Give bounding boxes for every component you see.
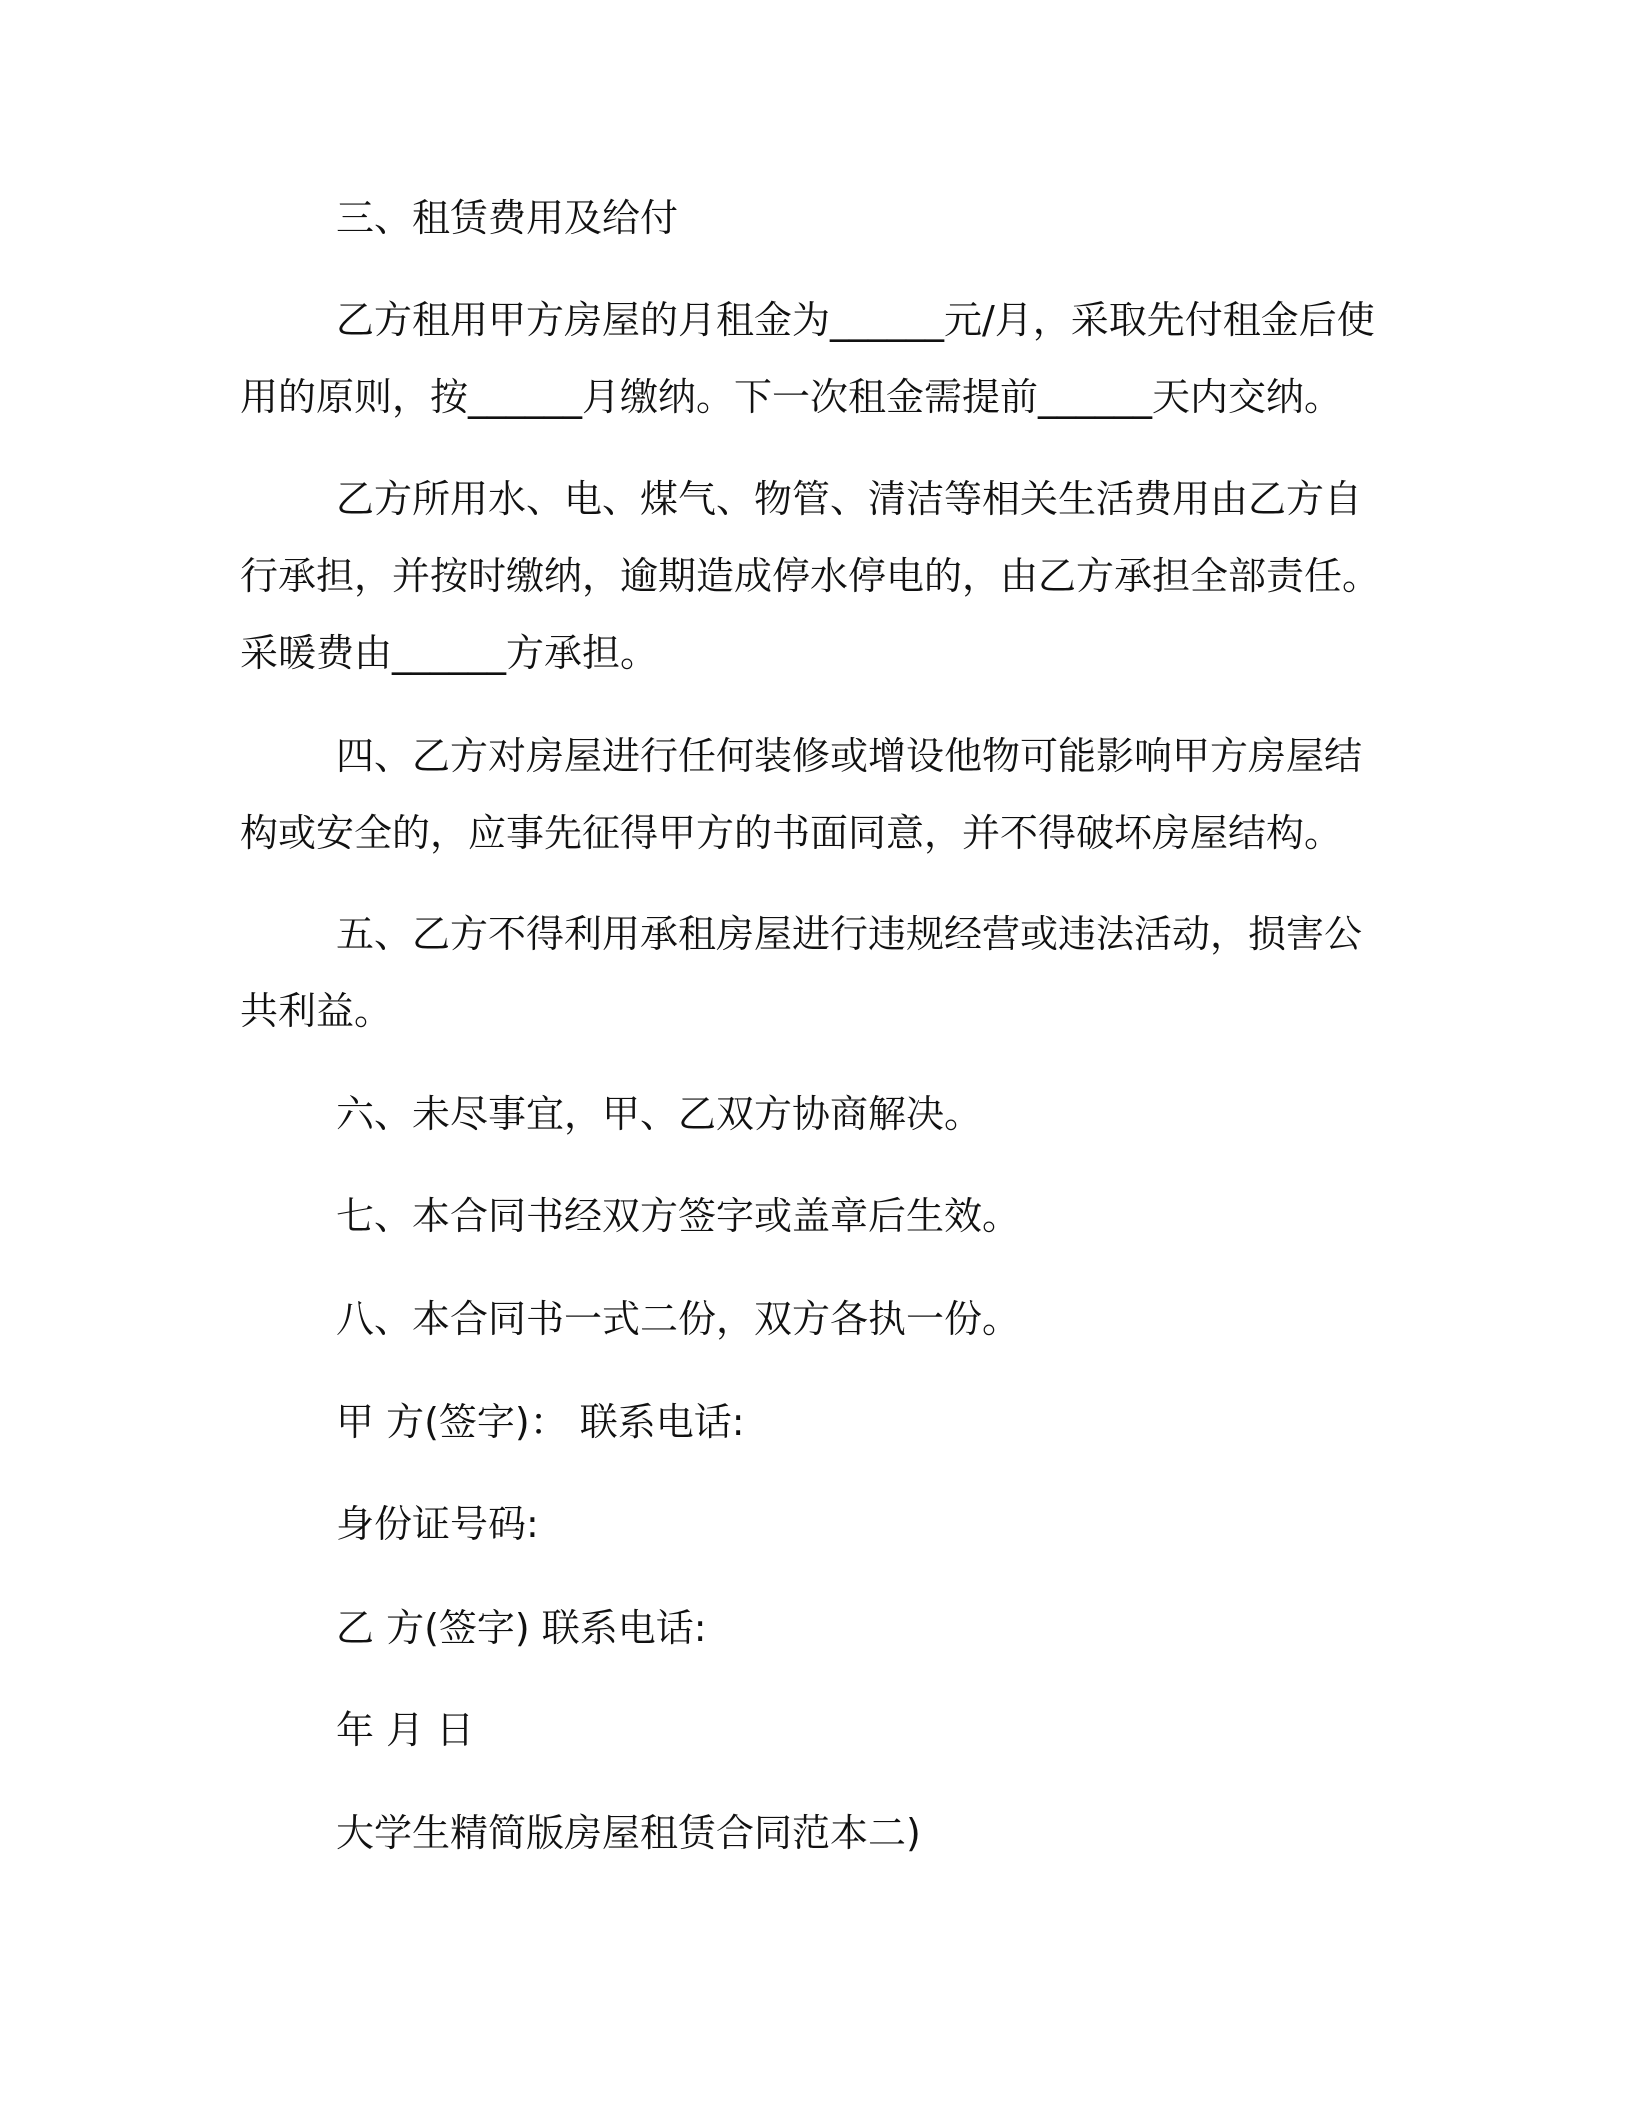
paragraph-rent-terms: 乙方租用甲方房屋的月租金为______元/月，采取先付租金后使用的原则，按______月缴纳。下一次租金需提前______天内交纳。 [240, 298, 1375, 419]
next-template-title: 大学生精简版房屋租赁合同范本二) [336, 1811, 921, 1855]
paragraph-renovation: 四、乙方对房屋进行任何装修或增设他物可能影响甲方房屋结构或安全的，应事先征得甲方的书面同意，并不得破坏房屋结构。 [240, 734, 1363, 855]
paragraph-copies: 八、本合同书一式二份，双方各执一份。 [336, 1297, 1021, 1341]
section-heading-rent: 三、租赁费用及给付 [336, 196, 679, 240]
signature-party-a: 甲 方(签字)： 联系电话: [336, 1400, 745, 1444]
paragraph-effective: 七、本合同书经双方签字或盖章后生效。 [336, 1194, 1021, 1238]
date-line: 年 月 日 [336, 1708, 475, 1752]
signature-party-b: 乙 方(签字) 联系电话: [336, 1606, 707, 1650]
paragraph-utility-fees: 乙方所用水、电、煤气、物管、清洁等相关生活费用由乙方自行承担，并按时缴纳，逾期造成停水停电的，由乙方承担全部责任。采暖费由______方承担。 [240, 477, 1381, 675]
paragraph-lawful-use: 五、乙方不得利用承租房屋进行违规经营或违法活动，损害公共利益。 [240, 912, 1363, 1033]
paragraph-unresolved-matters: 六、未尽事宜，甲、乙双方协商解决。 [336, 1092, 983, 1136]
id-number-field: 身份证号码: [336, 1502, 539, 1546]
